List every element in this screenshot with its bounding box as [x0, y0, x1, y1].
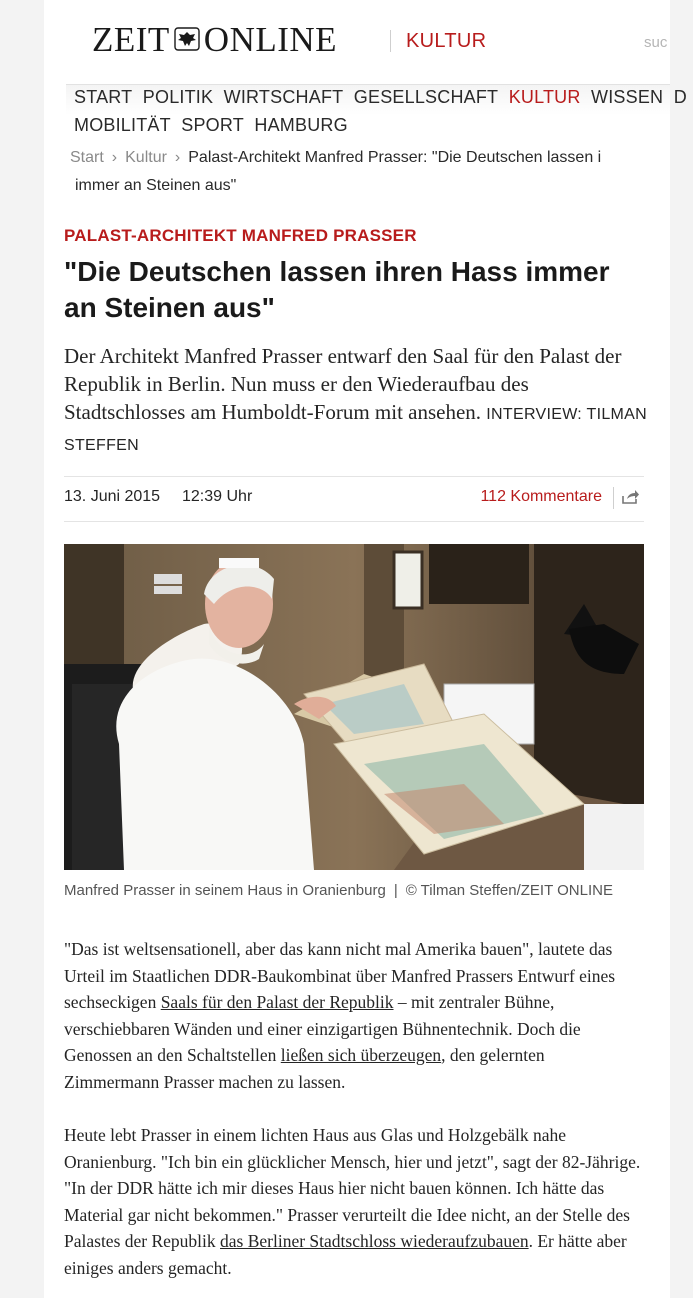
photo-illustration [64, 544, 644, 870]
publish-time: 12:39 Uhr [182, 488, 253, 505]
nav-item-kultur[interactable]: KULTUR [508, 87, 581, 107]
nav-item-gesellschaft[interactable]: GESELLSCHAFT [353, 87, 499, 107]
nav-item-mobilitaet[interactable]: MOBILITÄT [74, 115, 171, 135]
breadcrumb-line-1 [70, 144, 670, 172]
link-saal-palast[interactable]: Saals für den Palast der Republik [160, 992, 394, 1012]
breadcrumb-current-continued: immer an Steinen aus" [75, 177, 237, 194]
nav-item-wissen[interactable]: WISSEN [591, 87, 664, 107]
share-icon[interactable] [620, 487, 640, 507]
breadcrumb [70, 144, 670, 200]
lead-text: Der Architekt Manfred Prasser entwarf den Saal für den Palast der Republik in Berlin. Nun muss er den Wiederaufbau des Stadtschlosses am Humboldt-Forum mit ansehen. [64, 344, 622, 424]
body-paragraph-1 [64, 936, 644, 1095]
ressort-label[interactable]: KULTUR [406, 30, 487, 52]
nav-item-politik[interactable]: POLITIK [142, 87, 214, 107]
publish-date: 13. Juni 2015 [64, 488, 161, 505]
paragraph-text: , den gelernten Zimmermann Prasser machen zu lassen. [64, 1045, 545, 1092]
link-liessen-sich-ueberzeugen[interactable]: ließen sich überzeugen [280, 1045, 442, 1065]
zeit-online-logo[interactable] [92, 20, 337, 60]
page [44, 0, 687, 1298]
paragraph-text: "Das ist weltsensationell, aber das kann nicht mal Amerika bauen", lautete das Urteil im Staatlichen DDR-Baukombinat über Manfred Prassers Entwurf eines sechseckigen [64, 939, 616, 1012]
article-lead [64, 342, 654, 460]
body-paragraph-2 [64, 1122, 644, 1281]
main-navigation [66, 84, 687, 141]
breadcrumb-separator: › [111, 149, 118, 166]
site-header [44, 0, 670, 80]
meta-divider [613, 487, 614, 509]
nav-item-sport[interactable]: SPORT [181, 115, 244, 135]
breadcrumb-item-kultur[interactable]: Kultur [125, 149, 167, 166]
breadcrumb-item-start[interactable]: Start [70, 149, 104, 166]
nav-row-2 [74, 115, 354, 136]
caption-separator: | [393, 882, 398, 899]
breadcrumb-separator: › [174, 149, 181, 166]
paragraph-text: Heute lebt Prasser in einem lichten Haus aus Glas und Holzgebälk nahe Oranienburg. "Ich bin ein glücklicher Mensch, hier und jetzt", sagt der 82-Jährige. "In der DDR hätte ich mir dieses Haus hier nicht bauen können. Ich hätte das Material gar nicht bekommen." Prasser verurteilt die Idee nicht, an der Stelle des Palastes der Republik [64, 1125, 641, 1251]
nav-item-start[interactable]: START [74, 87, 133, 107]
article-meta [64, 476, 644, 522]
logo-text-right: ONLINE [203, 20, 338, 59]
article-headline: "Die Deutschen lassen ihren Hass immer an Steinen aus" [64, 256, 610, 323]
photo-caption [64, 882, 644, 899]
nav-item-hamburg[interactable]: HAMBURG [254, 115, 348, 135]
comments-link[interactable]: 112 Kommentare [480, 488, 602, 505]
paragraph-text: – mit zentraler Bühne, verschiebbaren Wänden und einer einzigartigen Bühnentechnik. Doch die Genossen an den Schaltstellen [64, 992, 581, 1065]
article-photo [64, 544, 644, 870]
search-input[interactable]: suc [644, 34, 668, 51]
article-kicker: PALAST-ARCHITEKT MANFRED PRASSER [64, 226, 417, 245]
caption-text: Manfred Prasser in seinem Haus in Oranienburg [64, 882, 386, 899]
article-byline: INTERVIEW: TILMAN STEFFEN [64, 406, 647, 454]
paragraph-text: . Er hätte aber einiges anders gemacht. [64, 1231, 627, 1278]
logo-text-left: ZEIT [92, 20, 170, 59]
eagle-emblem-icon [174, 26, 200, 52]
nav-item-wirtschaft[interactable]: WIRTSCHAFT [223, 87, 344, 107]
link-stadtschloss[interactable]: das Berliner Stadtschloss wiederaufzubauen [220, 1231, 529, 1251]
logo-divider [390, 30, 391, 52]
nav-item-d[interactable]: D [673, 87, 687, 107]
breadcrumb-current: Palast-Architekt Manfred Prasser: "Die Deutschen lassen i [188, 149, 602, 166]
nav-row-1 [74, 87, 693, 108]
caption-credit: © Tilman Steffen/ZEIT ONLINE [405, 882, 613, 899]
